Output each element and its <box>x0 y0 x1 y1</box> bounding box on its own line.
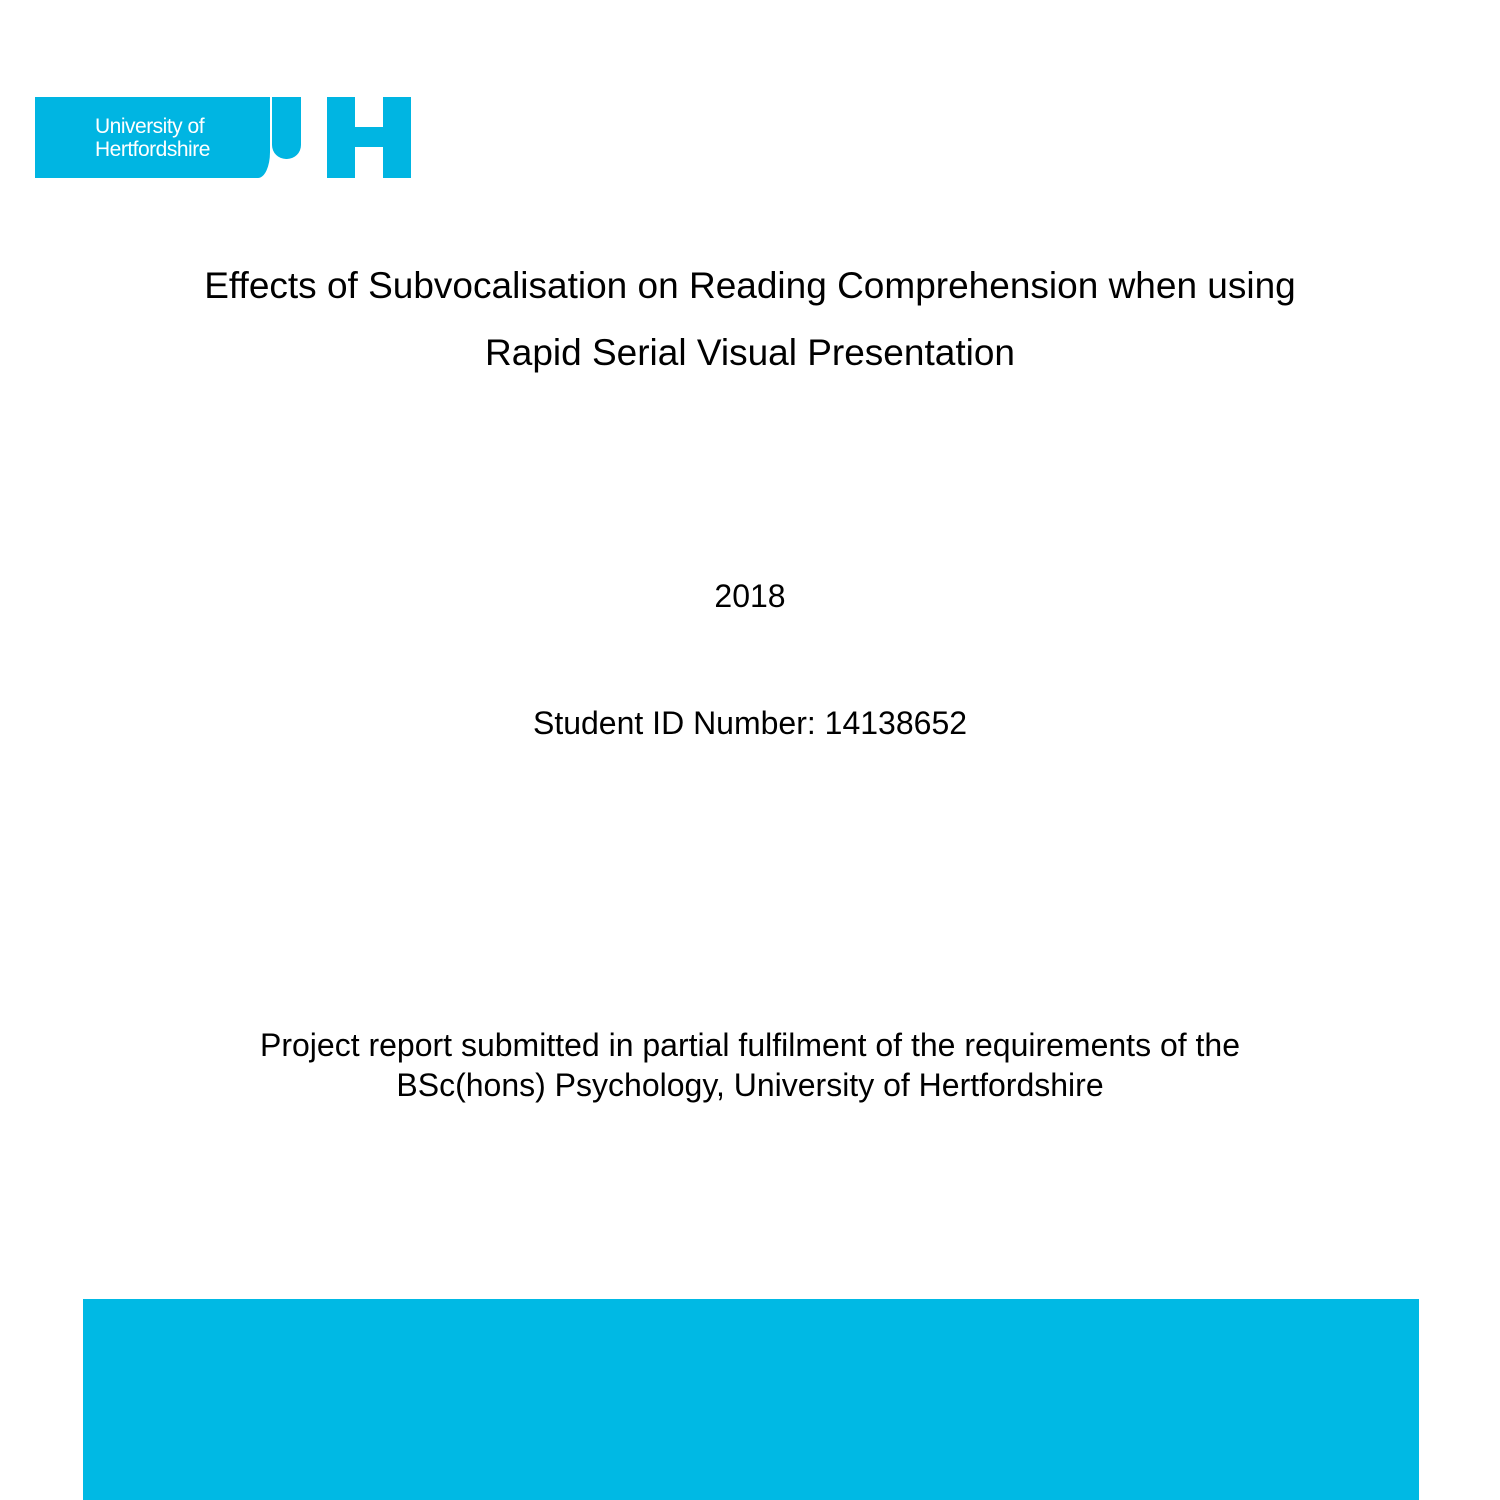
logo-line-2: Hertfordshire <box>95 138 210 161</box>
year: 2018 <box>714 578 786 614</box>
logo-box <box>35 97 258 178</box>
logo-letter-h <box>327 97 411 178</box>
page-title <box>0 252 1500 386</box>
title-line-1: Effects of Subvocalisation on Reading Comprehension when using <box>204 265 1296 306</box>
logo-text <box>95 115 210 161</box>
student-id: Student ID Number: 14138652 <box>532 705 968 741</box>
footer-color-band <box>83 1299 1419 1500</box>
logo-line-1: University of <box>95 115 205 138</box>
submission-line-2: BSc(hons) Psychology, University of Hertfordshire <box>396 1067 1104 1103</box>
logo-letter-u <box>272 97 301 159</box>
university-logo <box>35 97 411 178</box>
submission-statement <box>0 1025 1500 1105</box>
submission-line-1: Project report submitted in partial fulfilment of the requirements of the <box>259 1027 1241 1063</box>
title-line-2: Rapid Serial Visual Presentation <box>485 332 1015 373</box>
